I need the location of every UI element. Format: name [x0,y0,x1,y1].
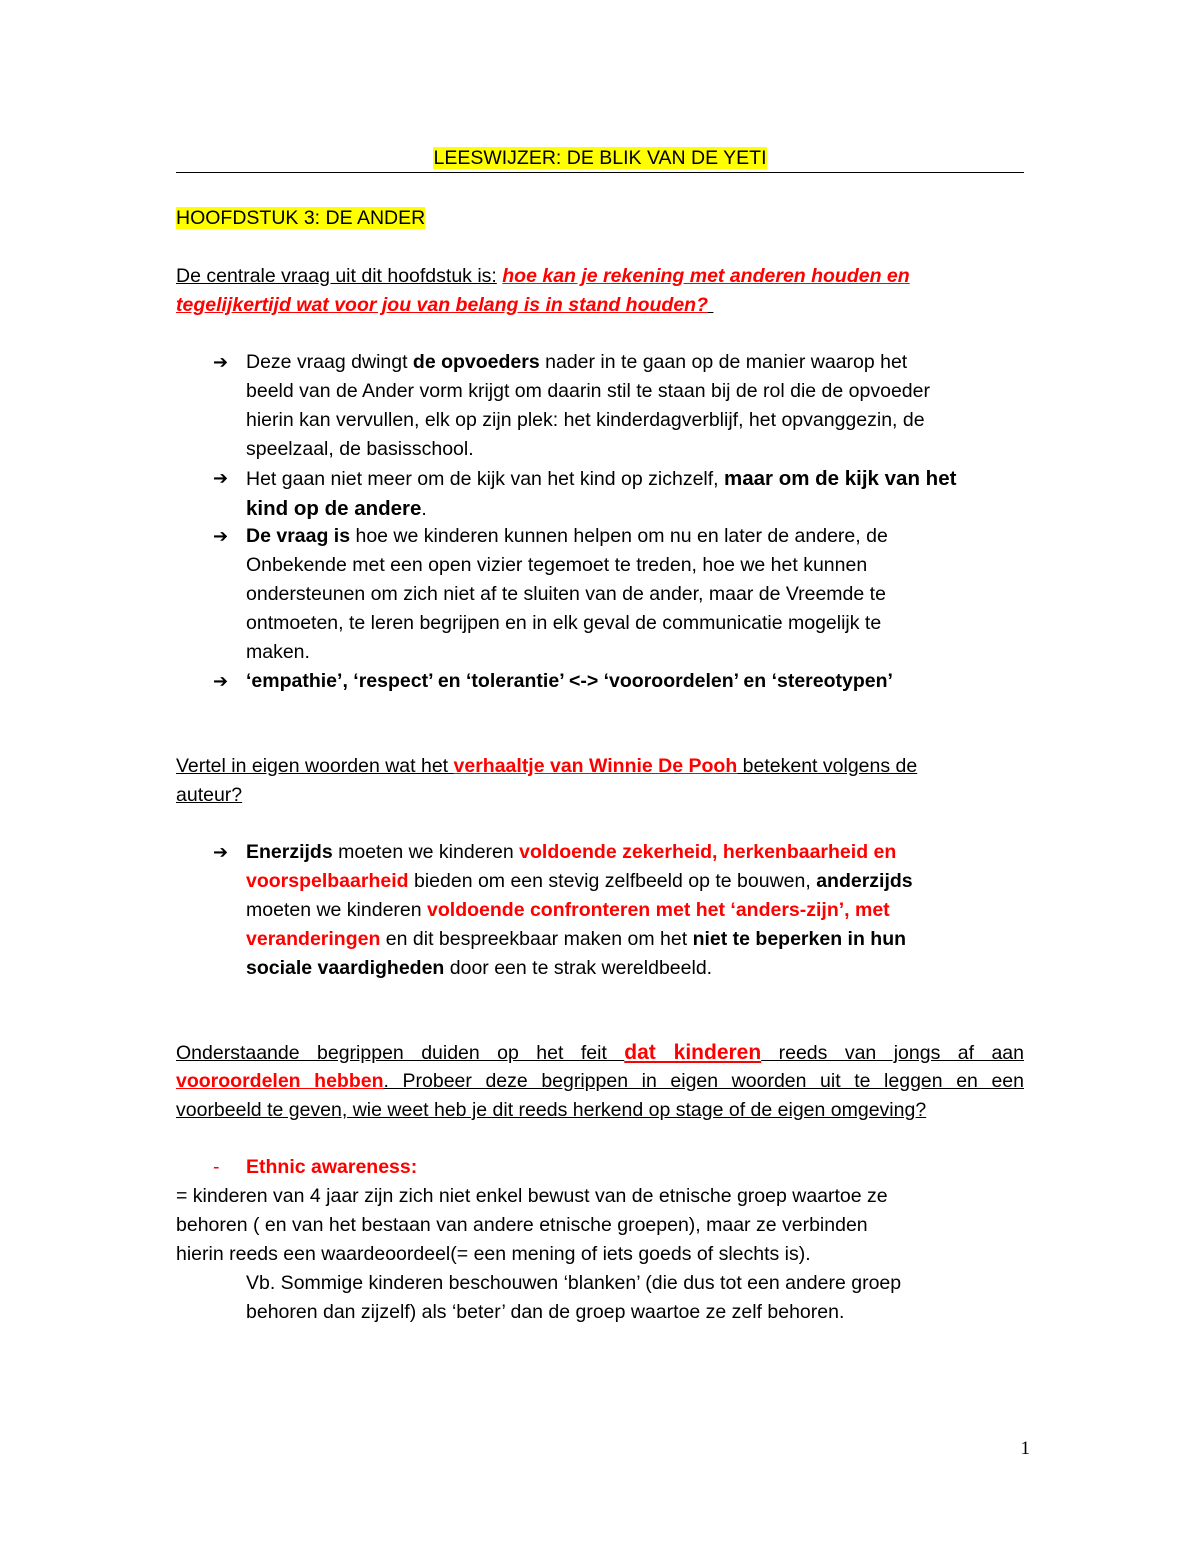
question-1-line-1: De centrale vraag uit dit hoofdstuk is: hoe kan je rekening met anderen houden en [176,265,910,287]
bullet-4: ‘empathie’, ‘respect’ en ‘tolerantie’ <-> ‘vooroordelen’ en ‘stereotypen’ [246,670,893,692]
term-definition: = kinderen van 4 jaar zijn zich niet enkel bewust van de etnische groep waartoe ze behoren ( en van het bestaan van andere etnische groepen), maar ze verbinden hierin reeds een waardeoordeel(= een mening of iets goeds of slechts is). [176,1185,888,1265]
arrow-right-icon: ➔ [213,842,229,863]
bullet-1: Deze vraag dwingt de opvoeders nader in te gaan op de manier waarop het beeld van de Ander vorm krijgt om daarin stil te staan bij de rol die de opvoeder hierin kan vervullen, elk op zijn plek: het kinderdagverblijf, het opvanggezin, de speelzaal, de basisschool. [246,351,930,460]
document-title: LEESWIJZER: DE BLIK VAN DE YETI [433,147,767,169]
chapter-heading: HOOFDSTUK 3: DE ANDER [176,207,426,229]
arrow-right-icon: ➔ [213,526,229,547]
question-1-line-2: tegelijkertijd wat voor jou van belang is in stand houden? [176,294,708,316]
bullet-3: De vraag is hoe we kinderen kunnen helpen om nu en later de andere, de Onbekende met een open vizier tegemoet te treden, hoe we het kunnen ondersteunen om zich niet af te sluiten van de ander, maar de Vreemde te ontmoeten, te leren begrijpen en in elk geval de communicatie mogelijk te maken. [246,525,888,663]
dash-bullet: - [213,1156,220,1178]
question-3-line-3: voorbeeld te geven, wie weet heb je dit reeds herkend op stage of de eigen omgeving? [176,1099,927,1121]
bullet-2: Het gaan niet meer om de kijk van het kind op zichzelf, maar om de kijk van het kind op de andere. [246,467,957,520]
page-number: 1 [1020,1438,1030,1459]
question-2-line-2: auteur? [176,784,243,806]
term-example: Vb. Sommige kinderen beschouwen ‘blanken’ (die dus tot een andere groep behoren dan zijzelf) als ‘beter’ dan de groep waartoe ze zelf behoren. [246,1272,902,1323]
bullet-5: Enerzijds moeten we kinderen voldoende zekerheid, herkenbaarheid en voorspelbaarheid bieden om een stevig zelfbeeld op te bouwen, anderzijds moeten we kinderen voldoende confronteren met het ‘anders-zijn’, met veranderingen en dit bespreekbaar maken om het niet te beperken in hun sociale vaardigheden door een te strak wereldbeeld. [246,841,913,979]
question-2-line-1: Vertel in eigen woorden wat het verhaaltje van Winnie De Pooh betekent volgens de [176,755,918,777]
term-heading: Ethnic awareness: [246,1156,418,1178]
question-3-line-1: Onderstaande begrippen duiden op het feit dat kinderen reeds van jongs af aan [176,1041,1024,1064]
arrow-right-icon: ➔ [213,468,229,489]
question-3-line-2: vooroordelen hebben. Probeer deze begrippen in eigen woorden uit te leggen en een [176,1070,1024,1092]
arrow-right-icon: ➔ [213,671,229,692]
arrow-right-icon: ➔ [213,352,229,373]
title-divider [176,172,1024,173]
